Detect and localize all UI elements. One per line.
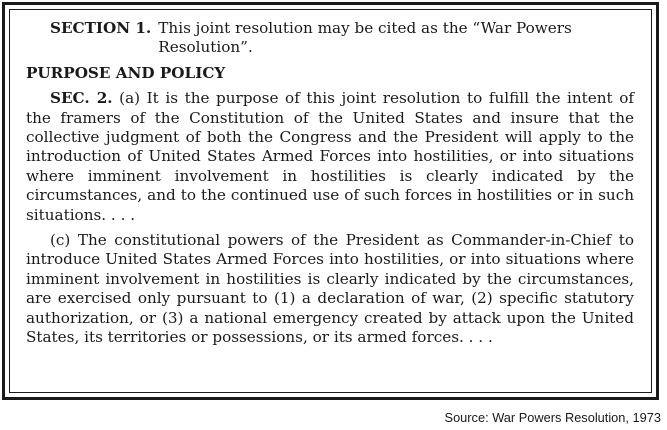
section-1 — [26, 19, 634, 58]
document-frame — [2, 2, 659, 400]
section-1-label: SECTION 1. — [50, 19, 152, 37]
document-body — [9, 9, 652, 393]
section-1-text: This joint resolution may be cited as the “War Powers Resolution”. — [158, 19, 572, 57]
sec-2-text-a: (a) It is the purpose of this joint resolution to fulfill the intent of the framers of the Constitution of the United States and insure that the collective judgment of both the Congress and the President will apply to the introduction of United States Armed Forces into hostilities, or into situations where imminent involvement in hostilities is clearly indicated by the circumstances, and to the continued use of such forces in hostilities or in such situations. . . . — [26, 89, 634, 224]
purpose-heading: PURPOSE AND POLICY — [26, 63, 226, 82]
sec-2-paragraph-c: (c) The constitutional powers of the President as Commander-in-Chief to introduce United States Armed Forces into hostilities, or into situations where imminent involvement in hostilities is clearly indicated by the circumstances, are exercised only pursuant to (1) a declaration of war, (2) specific statutory authorization, or (3) a national emergency created by attack upon the United States, its territories or possessions, or its armed forces. . . . — [26, 231, 634, 347]
sec-2-paragraph-a — [26, 89, 634, 225]
source-citation: Source: War Powers Resolution, 1973 — [444, 410, 661, 425]
sec-2-label: SEC. 2. — [50, 89, 113, 108]
